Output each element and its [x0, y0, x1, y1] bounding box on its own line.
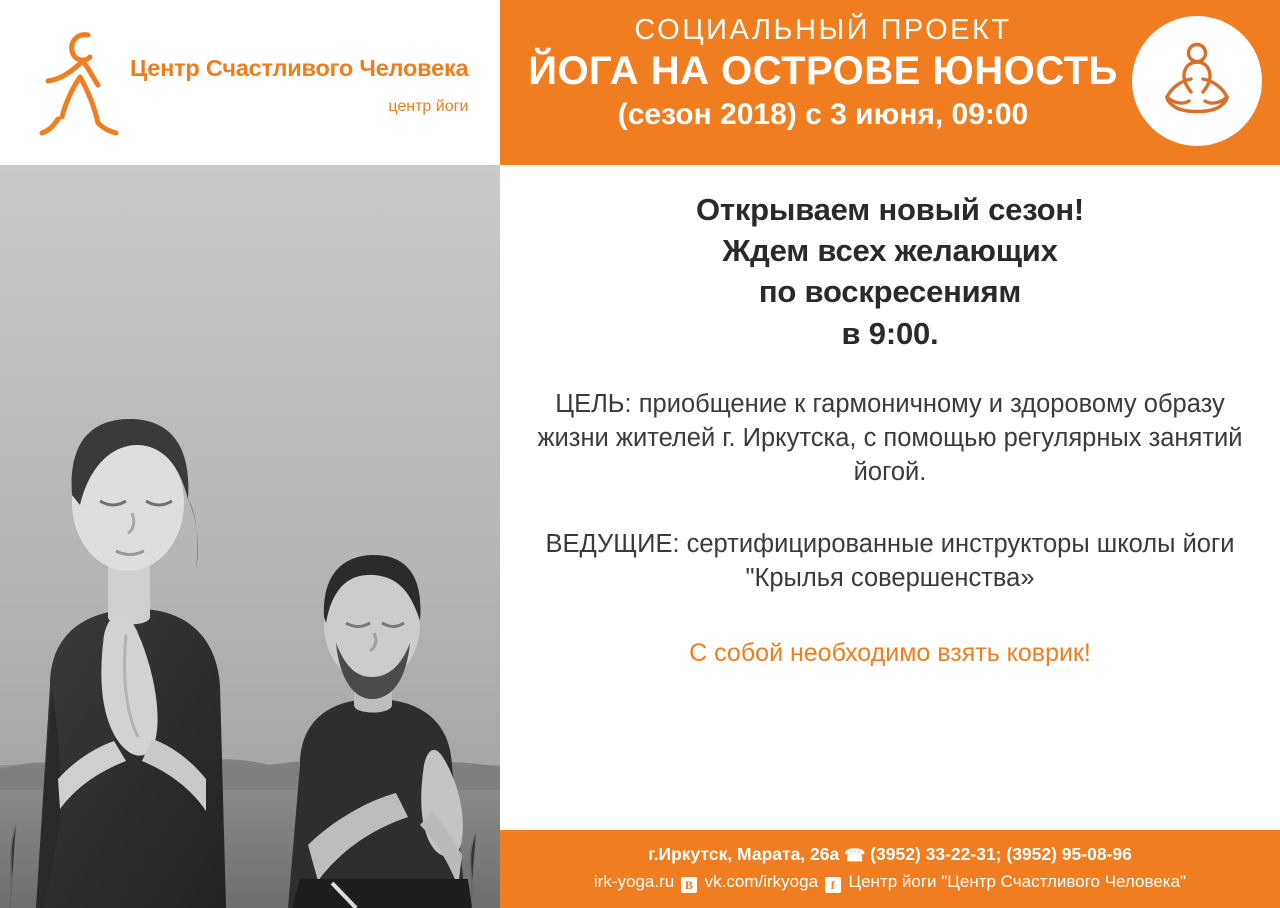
lead-line-1: Открываем новый сезон! [695, 192, 1085, 227]
lead-line-4: в 9:00. [841, 315, 939, 351]
footer-site-link[interactable]: irk-yoga.ru [593, 872, 675, 892]
project-title: ЙОГА НА ОСТРОВЕ ЮНОСТЬ [528, 49, 1118, 94]
dancing-figure-logo-icon [28, 27, 120, 139]
people-meditating-photo [0, 165, 500, 908]
footer-links-line [500, 869, 1280, 895]
footer-address: г.Иркутск, Марата, 26а [648, 844, 840, 864]
brand-title: Центр Счастливого Человека [130, 55, 469, 81]
phone-icon: ☎ [844, 846, 866, 865]
poster-body [500, 165, 1280, 908]
lotus-meditation-icon [1132, 16, 1262, 146]
footer-vk-link[interactable]: vk.com/irkyoga [704, 872, 819, 892]
hosts-paragraph: ВЕДУЩИЕ: сертифицированные инструкторы школы йоги "Крылья совершенства» [545, 529, 1235, 592]
brand-text [130, 49, 468, 116]
footer-fb-link[interactable]: Центр йоги "Центр Счастливого Человека" [848, 872, 1187, 892]
poster-header [0, 0, 1280, 165]
lead-line-3: по воскресениям [758, 274, 1022, 310]
headline-block [500, 0, 1280, 165]
footer-phones: (3952) 33-22-31; (3952) 95-08-96 [870, 844, 1132, 864]
poster-footer [500, 830, 1280, 908]
brand-subtitle: центр йоги [388, 98, 469, 115]
lead-line-2: Ждем всех желающих [722, 233, 1058, 269]
brand-block [0, 0, 500, 165]
footer-contact-line [500, 841, 1280, 869]
facebook-icon[interactable]: f [825, 877, 841, 893]
project-season: (сезон 2018) с 3 июня, 09:00 [617, 98, 1029, 132]
goal-paragraph: ЦЕЛЬ: приобщение к гармоничному и здоровому образу жизни жителей г. Иркутска, с помощью регулярных занятий йогой. [537, 389, 1243, 486]
bring-mat-note: С собой необходимо взять коврик! [689, 639, 1091, 668]
vk-icon[interactable]: В [681, 877, 697, 893]
lead-text [534, 189, 1246, 354]
project-kicker: СОЦИАЛЬНЫЙ ПРОЕКТ [634, 14, 1012, 46]
